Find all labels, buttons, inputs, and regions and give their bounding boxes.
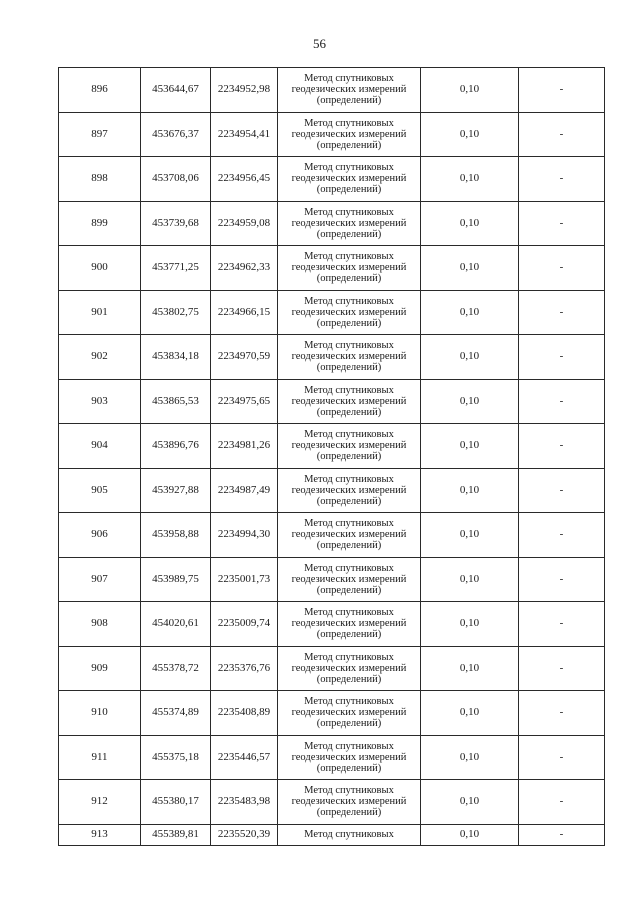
x-coordinate-cell: 454020,61: [141, 602, 211, 647]
method-text: Метод спутниковых геодезических измерений (определений): [291, 651, 407, 685]
note-cell: -: [519, 824, 605, 845]
method-cell: [278, 201, 421, 246]
method-cell: [278, 335, 421, 380]
method-cell: [278, 780, 421, 825]
x-coordinate-cell: 453989,75: [141, 557, 211, 602]
accuracy-cell: 0,10: [421, 780, 519, 825]
note-cell: -: [519, 691, 605, 736]
note-cell: -: [519, 335, 605, 380]
method-cell: [278, 557, 421, 602]
method-text: Метод спутниковых геодезических измерений (определений): [291, 785, 407, 819]
y-coordinate-cell: 2235408,89: [211, 691, 278, 736]
y-coordinate-cell: 2234952,98: [211, 68, 278, 113]
method-text: Метод спутниковых геодезических измерений (определений): [291, 473, 407, 507]
note-cell: -: [519, 557, 605, 602]
method-text: Метод спутниковых геодезических измерений (определений): [291, 162, 407, 196]
point-number-cell: 906: [59, 513, 141, 558]
table-row: [59, 602, 605, 647]
note-cell: -: [519, 157, 605, 202]
note-cell: -: [519, 290, 605, 335]
y-coordinate-cell: 2234975,65: [211, 379, 278, 424]
table-row: [59, 290, 605, 335]
x-coordinate-cell: 453802,75: [141, 290, 211, 335]
y-coordinate-cell: 2234962,33: [211, 246, 278, 291]
method-cell: [278, 468, 421, 513]
accuracy-cell: 0,10: [421, 513, 519, 558]
method-cell: [278, 735, 421, 780]
x-coordinate-cell: 455389,81: [141, 824, 211, 845]
method-cell: [278, 691, 421, 736]
table-row: [59, 513, 605, 558]
accuracy-cell: 0,10: [421, 691, 519, 736]
x-coordinate-cell: 453739,68: [141, 201, 211, 246]
x-coordinate-cell: 453958,88: [141, 513, 211, 558]
y-coordinate-cell: 2235009,74: [211, 602, 278, 647]
note-cell: -: [519, 112, 605, 157]
method-text: Метод спутниковых геодезических измерений (определений): [291, 562, 407, 596]
coordinates-table-body: [59, 68, 605, 846]
table-row: [59, 246, 605, 291]
y-coordinate-cell: 2235483,98: [211, 780, 278, 825]
accuracy-cell: 0,10: [421, 824, 519, 845]
accuracy-cell: 0,10: [421, 201, 519, 246]
accuracy-cell: 0,10: [421, 379, 519, 424]
method-text: Метод спутниковых геодезических измерений (определений): [291, 73, 407, 107]
note-cell: -: [519, 201, 605, 246]
x-coordinate-cell: 455380,17: [141, 780, 211, 825]
accuracy-cell: 0,10: [421, 602, 519, 647]
point-number-cell: 902: [59, 335, 141, 380]
accuracy-cell: 0,10: [421, 246, 519, 291]
point-number-cell: 900: [59, 246, 141, 291]
y-coordinate-cell: 2234994,30: [211, 513, 278, 558]
accuracy-cell: 0,10: [421, 468, 519, 513]
accuracy-cell: 0,10: [421, 735, 519, 780]
y-coordinate-cell: 2235446,57: [211, 735, 278, 780]
table-row: [59, 112, 605, 157]
method-text: Метод спутниковых геодезических измерений (определений): [291, 429, 407, 463]
y-coordinate-cell: 2235520,39: [211, 824, 278, 845]
note-cell: -: [519, 246, 605, 291]
method-text: Метод спутниковых геодезических измерений (определений): [291, 740, 407, 774]
accuracy-cell: 0,10: [421, 335, 519, 380]
y-coordinate-cell: 2234970,59: [211, 335, 278, 380]
method-text: Метод спутниковых геодезических измерений (определений): [291, 696, 407, 730]
coordinates-table: [58, 67, 605, 846]
table-row: [59, 157, 605, 202]
point-number-cell: 905: [59, 468, 141, 513]
page-number: 56: [313, 36, 326, 51]
method-text: Метод спутниковых геодезических измерений (определений): [291, 340, 407, 374]
note-cell: -: [519, 468, 605, 513]
x-coordinate-cell: 453865,53: [141, 379, 211, 424]
point-number-cell: 897: [59, 112, 141, 157]
point-number-cell: 899: [59, 201, 141, 246]
note-cell: -: [519, 68, 605, 113]
note-cell: -: [519, 379, 605, 424]
x-coordinate-cell: 453644,67: [141, 68, 211, 113]
x-coordinate-cell: 453771,25: [141, 246, 211, 291]
accuracy-cell: 0,10: [421, 157, 519, 202]
table-row: [59, 468, 605, 513]
table-row: [59, 379, 605, 424]
x-coordinate-cell: 453896,76: [141, 424, 211, 469]
table-row: [59, 424, 605, 469]
method-cell: [278, 424, 421, 469]
table-row: [59, 780, 605, 825]
x-coordinate-cell: 453676,37: [141, 112, 211, 157]
y-coordinate-cell: 2235376,76: [211, 646, 278, 691]
y-coordinate-cell: 2235001,73: [211, 557, 278, 602]
point-number-cell: 911: [59, 735, 141, 780]
method-cell: [278, 157, 421, 202]
method-text: Метод спутниковых геодезических измерений (определений): [291, 206, 407, 240]
method-text: Метод спутниковых геодезических измерений (определений): [291, 295, 407, 329]
note-cell: -: [519, 646, 605, 691]
method-cell: [278, 112, 421, 157]
accuracy-cell: 0,10: [421, 557, 519, 602]
method-cell: [278, 290, 421, 335]
accuracy-cell: 0,10: [421, 424, 519, 469]
point-number-cell: 913: [59, 824, 141, 845]
table-row: [59, 646, 605, 691]
method-text: Метод спутниковых геодезических измерений (определений): [291, 117, 407, 151]
y-coordinate-cell: 2234981,26: [211, 424, 278, 469]
point-number-cell: 908: [59, 602, 141, 647]
table-row: [59, 557, 605, 602]
accuracy-cell: 0,10: [421, 112, 519, 157]
y-coordinate-cell: 2234954,41: [211, 112, 278, 157]
accuracy-cell: 0,10: [421, 68, 519, 113]
method-cell: [278, 246, 421, 291]
method-text: Метод спутниковых геодезических измерений (определений): [291, 251, 407, 285]
point-number-cell: 910: [59, 691, 141, 736]
accuracy-cell: 0,10: [421, 646, 519, 691]
table-row: [59, 824, 605, 845]
method-cell: [278, 379, 421, 424]
x-coordinate-cell: 453708,06: [141, 157, 211, 202]
method-text: Метод спутниковых геодезических измерений (определений): [291, 518, 407, 552]
note-cell: -: [519, 513, 605, 558]
x-coordinate-cell: 455378,72: [141, 646, 211, 691]
x-coordinate-cell: 455375,18: [141, 735, 211, 780]
method-text: Метод спутниковых геодезических измерений (определений): [291, 607, 407, 641]
note-cell: -: [519, 424, 605, 469]
method-text: Метод спутниковых: [304, 829, 394, 840]
y-coordinate-cell: 2234987,49: [211, 468, 278, 513]
accuracy-cell: 0,10: [421, 290, 519, 335]
method-text: Метод спутниковых геодезических измерений (определений): [291, 384, 407, 418]
point-number-cell: 898: [59, 157, 141, 202]
point-number-cell: 901: [59, 290, 141, 335]
method-cell: [278, 602, 421, 647]
method-cell: [278, 68, 421, 113]
method-cell: [278, 824, 421, 845]
y-coordinate-cell: 2234966,15: [211, 290, 278, 335]
method-cell: [278, 646, 421, 691]
table-row: [59, 335, 605, 380]
method-cell: [278, 513, 421, 558]
point-number-cell: 912: [59, 780, 141, 825]
y-coordinate-cell: 2234956,45: [211, 157, 278, 202]
y-coordinate-cell: 2234959,08: [211, 201, 278, 246]
note-cell: -: [519, 735, 605, 780]
point-number-cell: 903: [59, 379, 141, 424]
point-number-cell: 896: [59, 68, 141, 113]
point-number-cell: 907: [59, 557, 141, 602]
x-coordinate-cell: 453834,18: [141, 335, 211, 380]
note-cell: -: [519, 780, 605, 825]
point-number-cell: 904: [59, 424, 141, 469]
x-coordinate-cell: 453927,88: [141, 468, 211, 513]
point-number-cell: 909: [59, 646, 141, 691]
table-row: [59, 201, 605, 246]
note-cell: -: [519, 602, 605, 647]
table-row: [59, 735, 605, 780]
x-coordinate-cell: 455374,89: [141, 691, 211, 736]
table-row: [59, 691, 605, 736]
table-row: [59, 68, 605, 113]
